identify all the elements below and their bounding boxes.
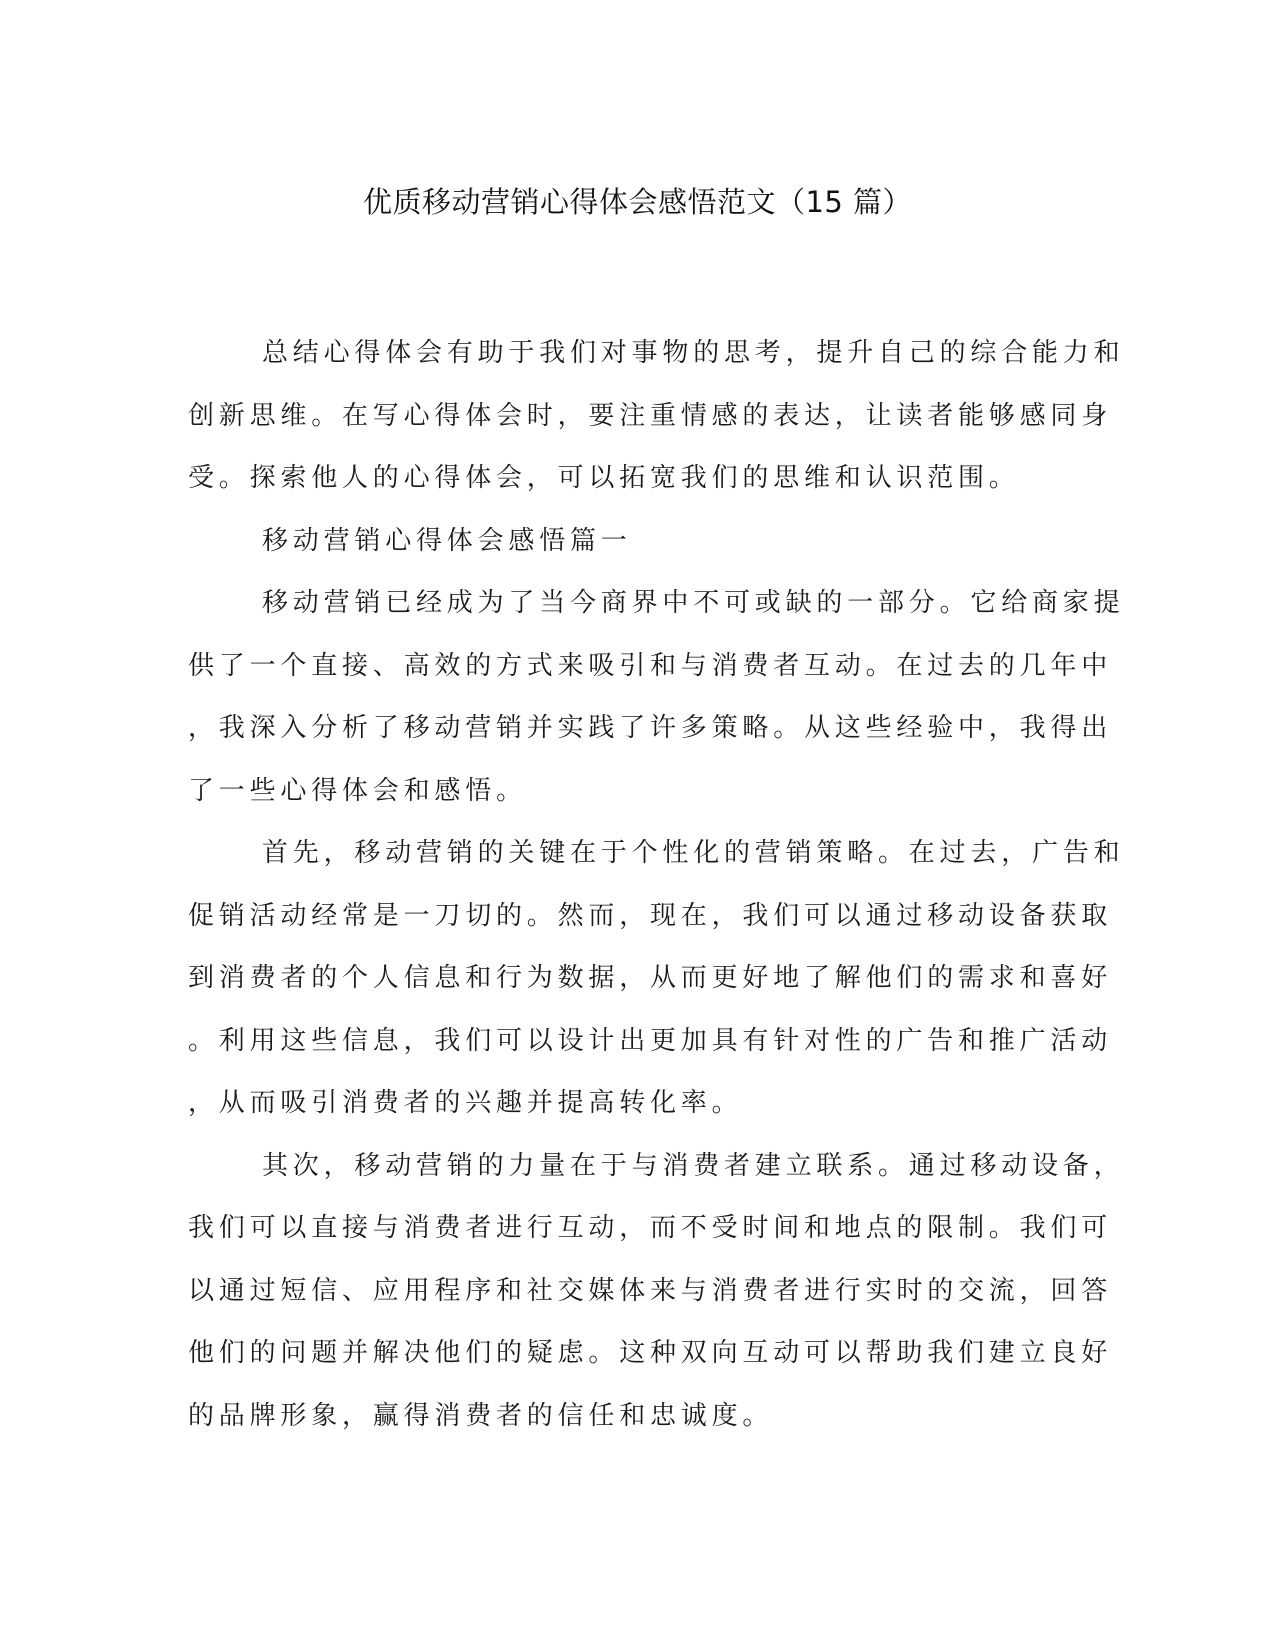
body-line: 移动营销已经成为了当今商界中不可或缺的一部分。它给商家提 bbox=[262, 588, 1125, 618]
body-line: 。利用这些信息，我们可以设计出更加具有针对性的广告和推广活动 bbox=[188, 1025, 1113, 1056]
body-line: 创新思维。在写心得体会时，要注重情感的表达，让读者能够感同身 bbox=[188, 400, 1113, 431]
body-line: 供了一个直接、高效的方式来吸引和与消费者互动。在过去的几年中 bbox=[188, 650, 1113, 681]
body-line: 的品牌形象，赢得消费者的信任和忠诚度。 bbox=[188, 1400, 774, 1431]
section-heading: 移动营销心得体会感悟篇一 bbox=[262, 525, 632, 556]
body-line: 受。探索他人的心得体会，可以拓宽我们的思维和认识范围。 bbox=[188, 463, 1020, 493]
body-line: 总结心得体会有助于我们对事物的思考，提升自己的综合能力和 bbox=[262, 338, 1125, 368]
body-line: 了一些心得体会和感悟。 bbox=[188, 775, 527, 806]
body-line: 我们可以直接与消费者进行互动，而不受时间和地点的限制。我们可 bbox=[188, 1213, 1113, 1243]
body-line: ，从而吸引消费者的兴趣并提高转化率。 bbox=[188, 1088, 743, 1118]
body-line: 以通过短信、应用程序和社交媒体来与消费者进行实时的交流，回答 bbox=[188, 1275, 1113, 1306]
body-line: 到消费者的个人信息和行为数据，从而更好地了解他们的需求和喜好 bbox=[188, 963, 1113, 993]
document-body bbox=[188, 322, 1125, 1447]
body-line: 他们的问题并解决他们的疑虑。这种双向互动可以帮助我们建立良好 bbox=[188, 1338, 1113, 1368]
body-line: 促销活动经常是一刀切的。然而，现在，我们可以通过移动设备获取 bbox=[188, 900, 1113, 931]
body-line: 其次，移动营销的力量在于与消费者建立联系。通过移动设备， bbox=[262, 1150, 1125, 1181]
document-title: 优质移动营销心得体会感悟范文（15 篇） bbox=[362, 185, 913, 219]
body-line: ，我深入分析了移动营销并实践了许多策略。从这些经验中，我得出 bbox=[188, 713, 1113, 743]
body-line: 首先，移动营销的关键在于个性化的营销策略。在过去，广告和 bbox=[262, 838, 1125, 868]
